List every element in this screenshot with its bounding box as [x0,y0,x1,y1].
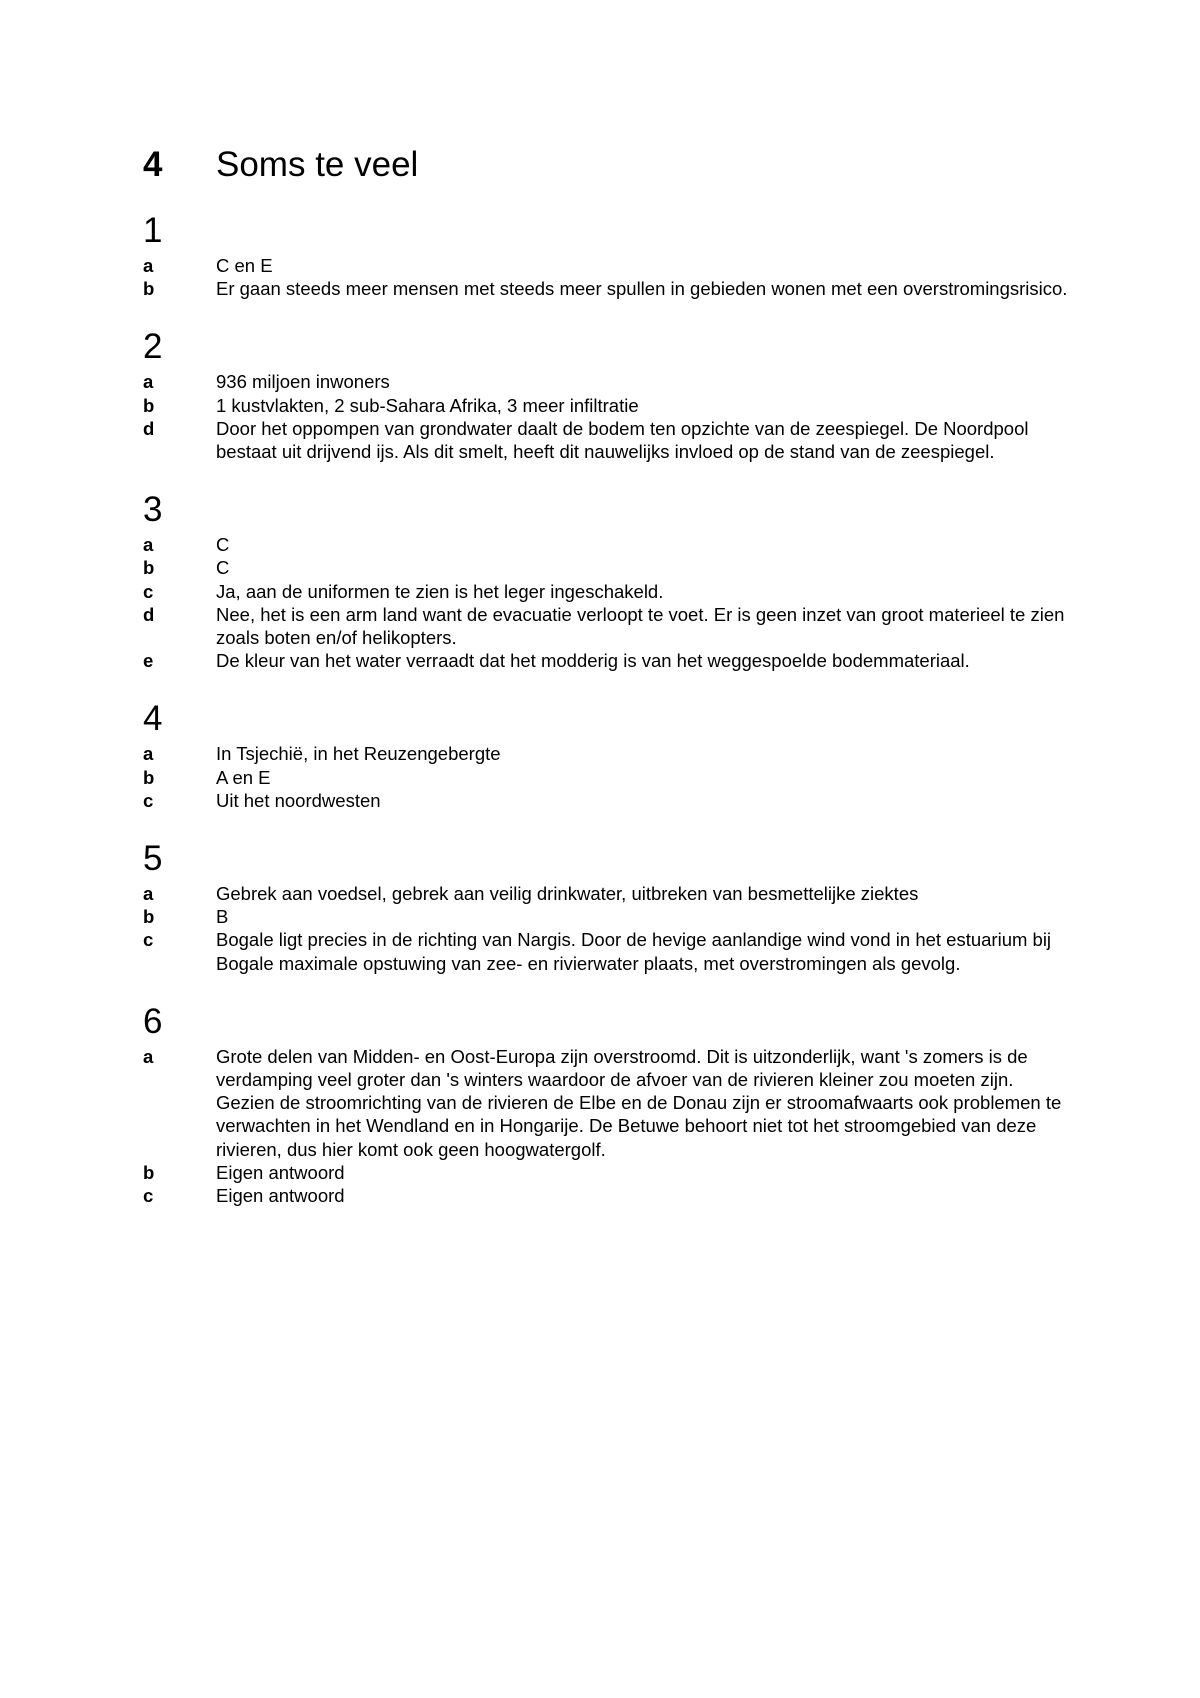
answer-letter: b [143,906,155,928]
answer-text: Er gaan steeds meer mensen met steeds meer spullen in gebieden wonen met een overstromingsrisico. [216,278,1068,300]
answer-row [143,417,1073,463]
answer-row [143,556,1073,579]
answer-letter: c [143,580,154,602]
answer-letter: c [143,929,154,951]
answer-row [143,649,1073,672]
answer-row [143,789,1073,812]
answer-row [143,254,1073,277]
answer-letter: b [143,766,155,788]
answer-letter: c [143,789,154,811]
answer-row [143,533,1073,556]
answer-letter: a [143,371,154,393]
answer-letter: c [143,1185,154,1207]
question-3 [143,487,1073,672]
answer-list [143,208,1073,1231]
answer-letter: d [143,417,155,439]
answer-row [143,277,1073,300]
answer-row [143,370,1073,393]
answer-row [143,1045,1073,1161]
chapter-title: Soms te veel [216,145,419,184]
answer-text: In Tsjechië, in het Reuzengebergte [216,743,501,765]
question-number: 1 [143,211,163,250]
answer-letter: e [143,650,154,672]
answer-row [143,928,1073,974]
answer-row [143,603,1073,649]
question-number: 3 [143,490,163,530]
answer-row [143,905,1073,928]
answer-text: Gebrek aan voedsel, gebrek aan veilig drinkwater, uitbreken van besmettelijke ziektes [216,883,919,905]
answer-letter: a [143,1045,154,1067]
answer-letter: a [143,534,154,556]
answer-row [143,742,1073,765]
answer-text: 936 miljoen inwoners [216,371,390,393]
answer-text: A en E [216,766,271,788]
answer-row [143,394,1073,417]
question-number: 4 [143,699,163,739]
answer-text: Door het oppompen van grondwater daalt de bodem ten opzichte van de zeespiegel. De Noordpool bestaat uit drijvend ijs. Als dit smelt, heeft dit nauwelijks invloed op de stand van de zeespiegel. [216,417,1029,463]
answer-letter: a [143,743,154,765]
answer-row [143,766,1073,789]
question-6 [143,999,1073,1207]
question-2 [143,324,1073,463]
question-number: 6 [143,1001,163,1041]
answer-text: 1 kustvlakten, 2 sub-Sahara Afrika, 3 meer infiltratie [216,394,639,416]
answer-row [143,882,1073,905]
answer-letter: b [143,557,155,579]
answer-text: Uit het noordwesten [216,789,381,811]
answer-text: Bogale ligt precies in de richting van Nargis. Door de hevige aanlandige wind vond in het estuarium bij Bogale maximale opstuwing van zee- en rivierwater plaats, met overstromingen als gevolg. [216,929,1052,974]
question-4 [143,696,1073,812]
question-5 [143,836,1073,975]
answer-text: C [216,557,230,579]
question-1 [143,208,1073,300]
question-number: 2 [143,327,163,367]
answer-letter: b [143,278,155,300]
answer-row [143,580,1073,603]
answer-text: Ja, aan de uniformen te zien is het leger ingeschakeld. [216,580,664,602]
answer-letter: b [143,394,155,416]
answer-letter: a [143,255,154,276]
answer-row [143,1161,1073,1184]
answer-text: C [216,534,230,556]
answer-text: C en E [216,255,273,276]
answer-text: B [216,906,229,928]
answer-row [143,1184,1073,1207]
answer-text: Eigen antwoord [216,1161,345,1183]
chapter-number: 4 [143,145,163,184]
answer-text: De kleur van het water verraadt dat het modderig is van het weggespoelde bodemmateriaal. [216,650,970,672]
answer-letter: d [143,603,155,625]
chapter-heading [143,141,418,189]
answer-letter: a [143,883,154,905]
answer-text: Eigen antwoord [216,1185,345,1207]
answer-text: Nee, het is een arm land want de evacuatie verloopt te voet. Er is geen inzet van groot materieel te zien zoals boten en/of helikopters. [216,603,1065,649]
answer-text: Grote delen van Midden- en Oost-Europa zijn overstroomd. Dit is uitzonderlijk, want 's zomers is de verdamping veel groter dan 's winters waardoor de afvoer van de rivieren kleiner zou moeten zijn. Gezien de stroomrichting van de rivieren de Elbe en de Donau zijn er stroomafwaarts ook problemen te verwachten in het Wendland en in Hongarije. De Betuwe behoort niet tot het stroomgebied van deze rivieren, dus hier komt ook geen hoogwatergolf. [216,1045,1062,1160]
answer-letter: b [143,1161,155,1183]
question-number: 5 [143,839,163,879]
